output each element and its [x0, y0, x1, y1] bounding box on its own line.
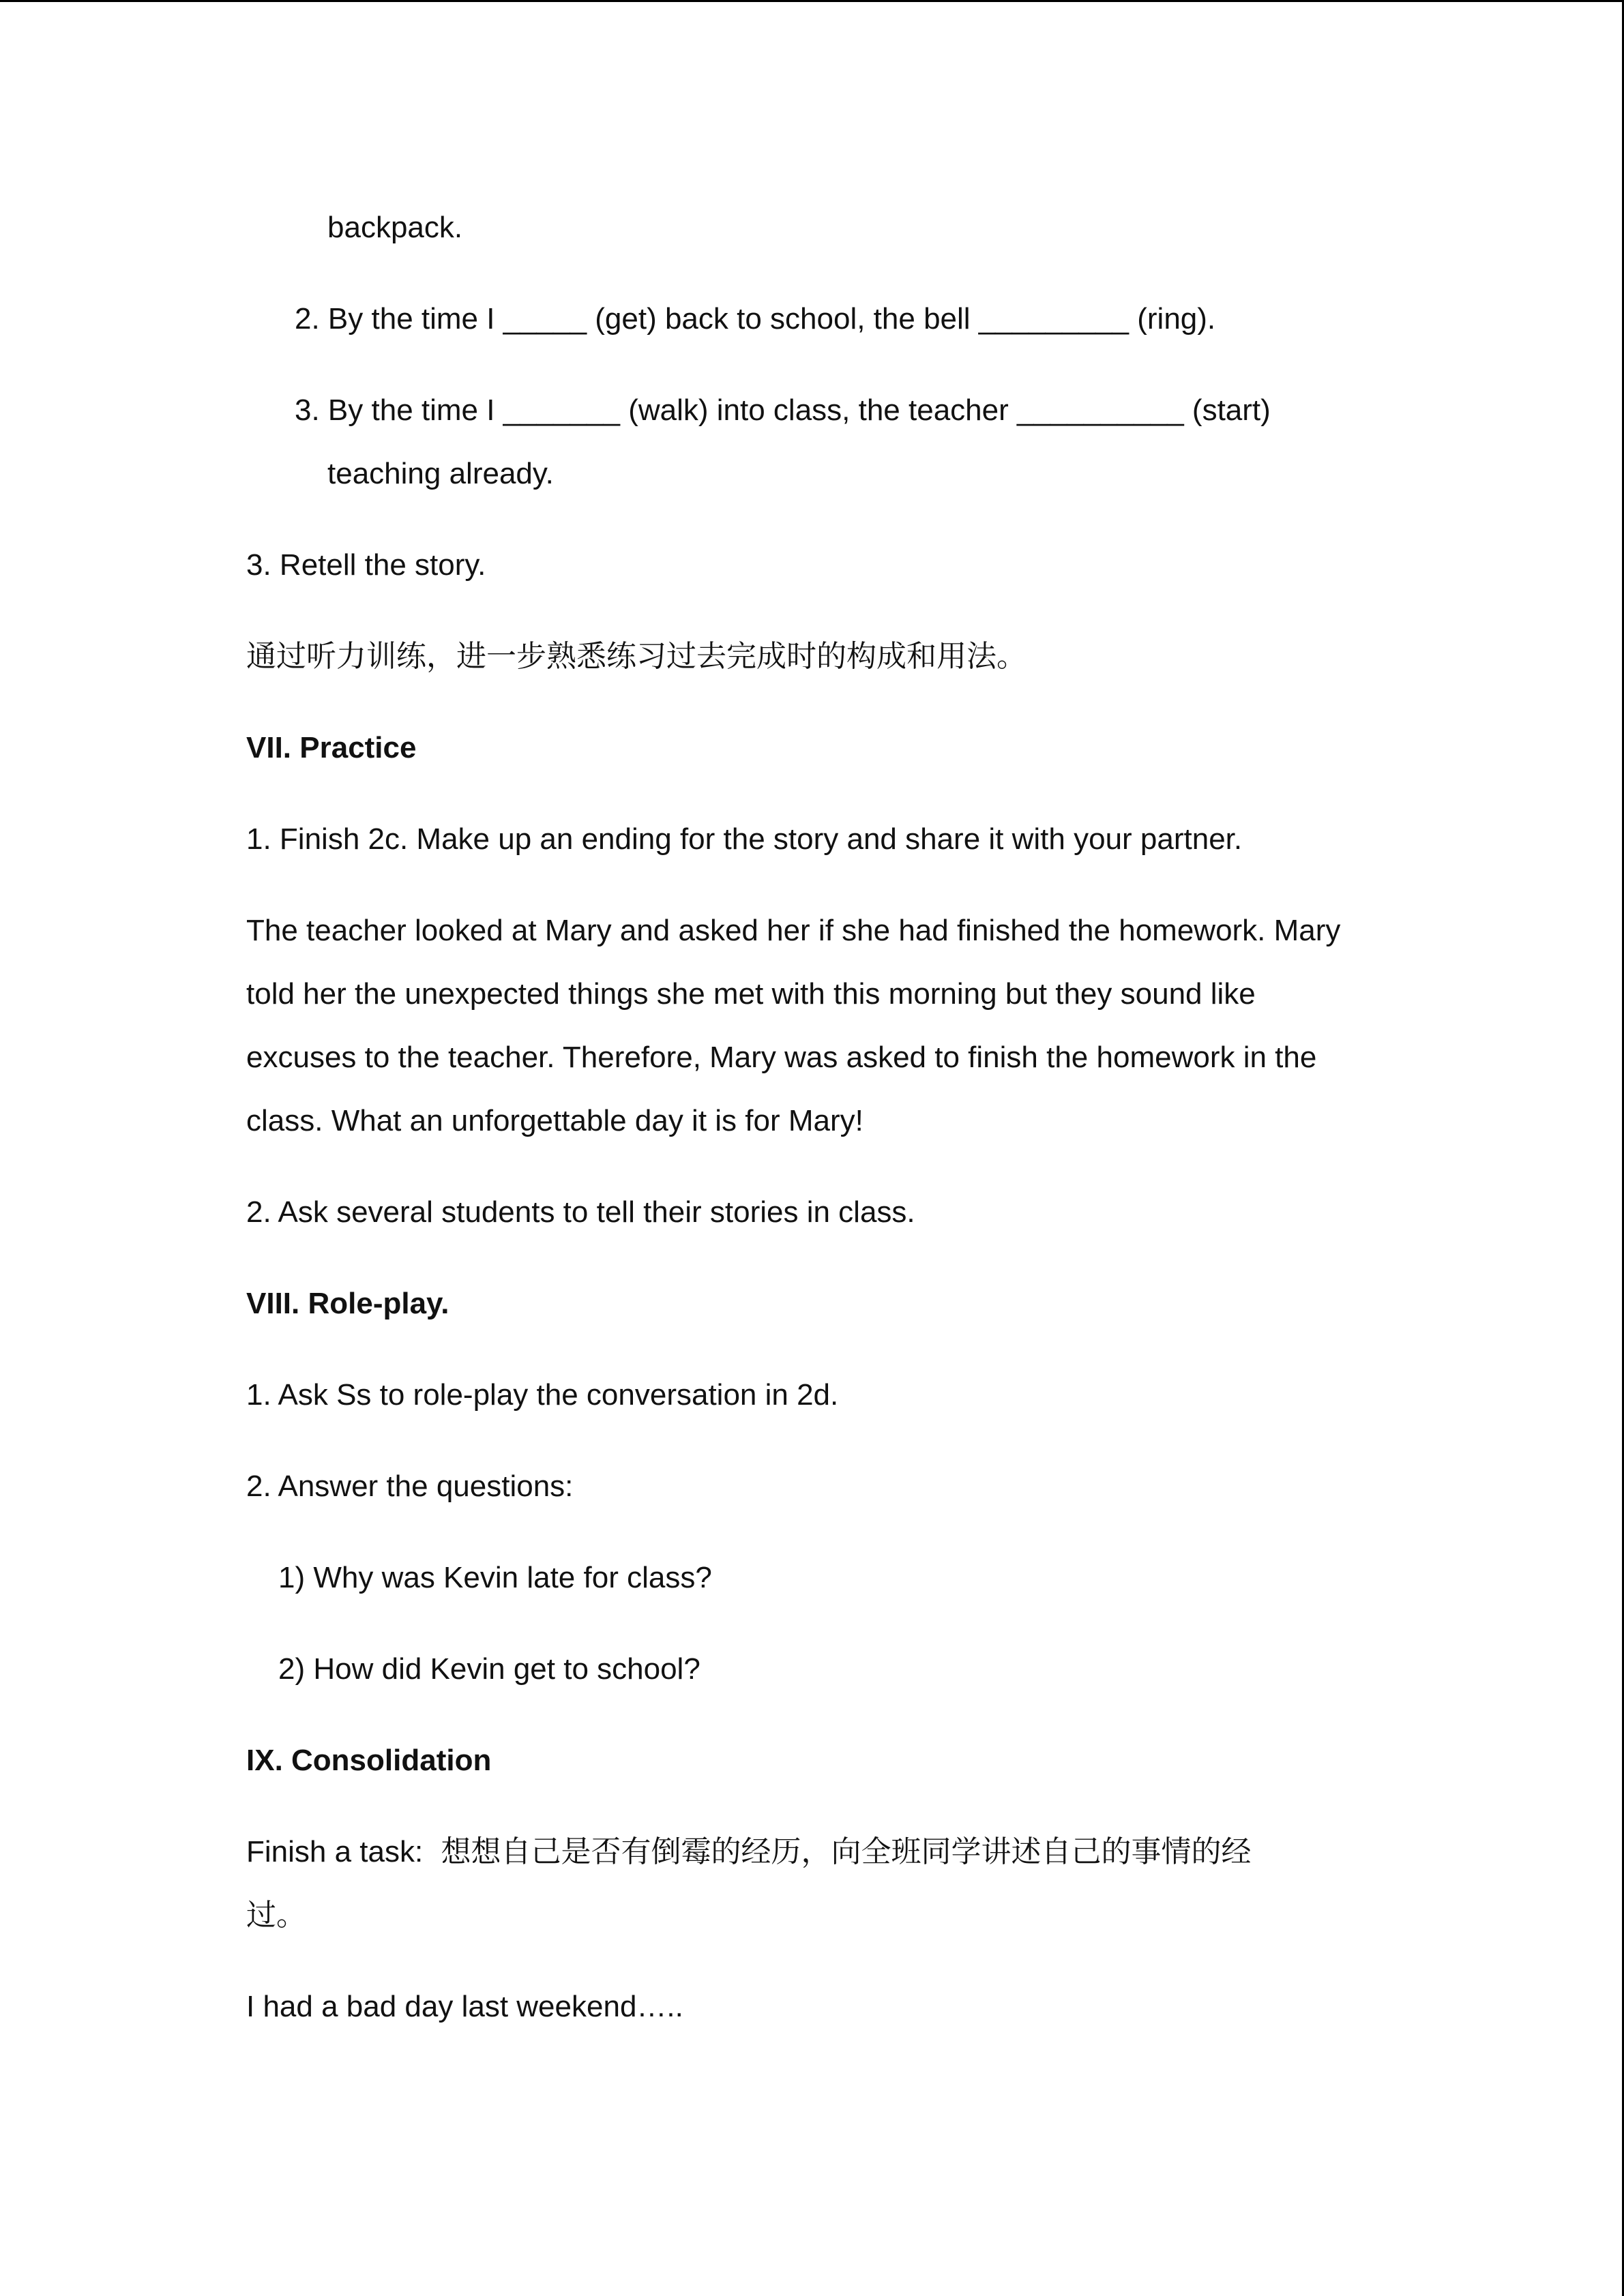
story-ending-line-3: excuses to the teacher. Therefore, Mary was asked to finish the homework in the — [246, 1041, 1317, 1074]
section-heading-consolidation: IX. Consolidation — [246, 1744, 492, 1777]
section-heading-practice: VII. Practice — [246, 731, 417, 764]
task-line — [246, 1833, 1251, 1871]
story-ending-line-4: class. What an unforgettable day it is for Mary! — [246, 1104, 863, 1137]
exercise-item-3: 3. By the time I _______ (walk) into class, the teacher __________ (start) — [295, 393, 1271, 427]
section-heading-role-play: VIII. Role-play. — [246, 1287, 449, 1320]
task-description-continuation: 过。 — [246, 1898, 306, 1933]
practice-step-2: 2. Ask several students to tell their stories in class. — [246, 1195, 915, 1229]
sample-story-opening: I had a bad day last weekend….. — [246, 1990, 683, 2023]
story-ending-line-1: The teacher looked at Mary and asked her if she had finished the homework. Mary — [246, 914, 1341, 947]
story-ending-line-2: told her the unexpected things she met with this morning but they sound like — [246, 977, 1256, 1011]
exercise-item-2: 2. By the time I _____ (get) back to school, the bell _________ (ring). — [295, 302, 1216, 336]
role-play-step-1: 1. Ask Ss to role-play the conversation in 2d. — [246, 1378, 839, 1412]
role-play-step-2: 2. Answer the questions: — [246, 1470, 574, 1503]
listening-purpose-note: 通过听力训练，进一步熟悉练习过去完成时的构成和用法。 — [246, 639, 1027, 674]
page-top-border — [0, 0, 1624, 2]
task-label: Finish a task: — [246, 1835, 424, 1868]
retell-step: 3. Retell the story. — [246, 548, 486, 582]
exercise-item-3-continuation: teaching already. — [327, 457, 554, 490]
practice-step-1: 1. Finish 2c. Make up an ending for the story and share it with your partner. — [246, 822, 1243, 856]
question-1: 1) Why was Kevin late for class? — [278, 1561, 712, 1594]
question-2: 2) How did Kevin get to school? — [278, 1652, 700, 1686]
exercise-line-continuation: backpack. — [327, 211, 463, 244]
task-description: 想想自己是否有倒霉的经历，向全班同学讲述自己的事情的经 — [441, 1834, 1252, 1869]
